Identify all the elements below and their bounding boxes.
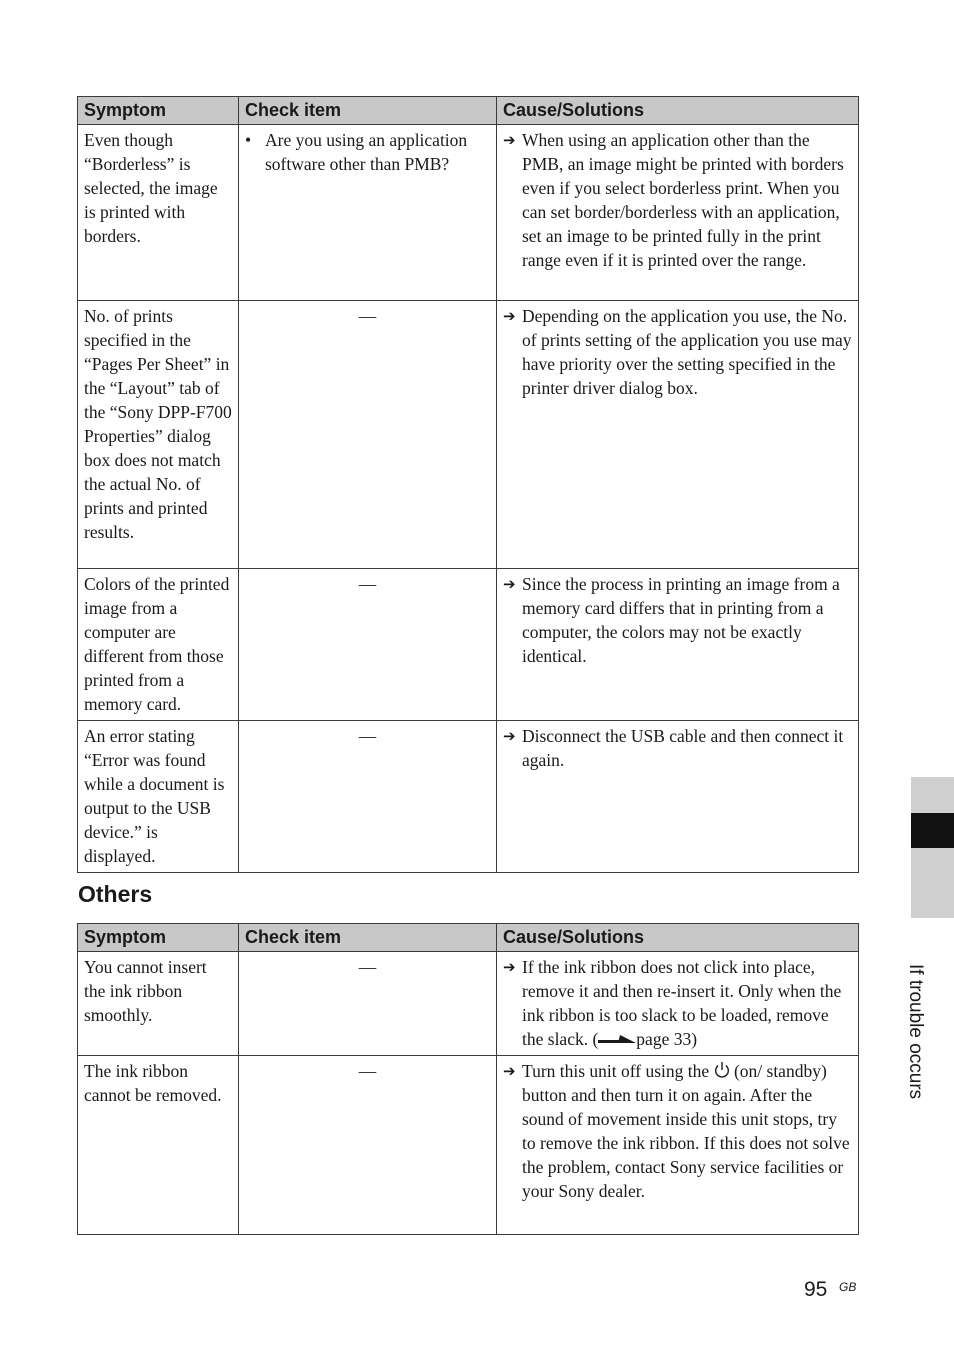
arrow-right-icon: ➔: [503, 727, 516, 745]
cause-text: [522, 1059, 852, 1203]
cause-text-end: (on/ standby) button and then turn it on again. After the sound of movement inside this unit stops, try to remove the ink ribbon. If this does not solve the problem, contact Sony service facilities or your Sony dealer.: [522, 1061, 850, 1201]
page-reference-arrow-icon: [598, 1035, 636, 1047]
cause-text: Since the process in printing an image from a memory card differs that in printing from a computer, the colors may not be exactly identical.: [522, 574, 840, 666]
arrow-right-icon: ➔: [503, 131, 516, 149]
arrow-right-icon: ➔: [503, 1062, 516, 1080]
troubleshooting-table: [77, 96, 859, 873]
arrow-right-icon: ➔: [503, 575, 516, 593]
header-cause-solutions: Cause/Solutions: [497, 924, 859, 952]
side-tab-upper: [911, 777, 954, 813]
side-tab-marker: [911, 813, 954, 848]
check-item-cell: —: [239, 301, 497, 569]
header-cause-solutions: Cause/Solutions: [497, 97, 859, 125]
arrow-right-icon: ➔: [503, 307, 516, 325]
table-row: [78, 721, 859, 873]
symptom-cell: The ink ribbon cannot be removed.: [78, 1056, 239, 1235]
cause-cell: [497, 569, 859, 721]
cause-text: When using an application other than the PMB, an image might be printed with borders even if you select borderless print. When you can set border/borderless with an application, set an image to be printed fully in the print range even if it is printed over the range.: [522, 130, 844, 270]
bullet-icon: •: [245, 130, 252, 150]
page-reference: page 33): [636, 1029, 698, 1049]
cause-text: Disconnect the USB cable and then connect it again.: [522, 726, 844, 770]
cause-cell: [497, 1056, 859, 1235]
cause-cell: [497, 952, 859, 1056]
section-heading-others: Others: [78, 881, 153, 907]
page-language-suffix: GB: [839, 1280, 857, 1294]
symptom-cell: Even though “Borderless” is selected, the image is printed with borders.: [78, 125, 239, 301]
cause-cell: [497, 125, 859, 301]
side-chapter-label: If trouble occurs: [905, 964, 926, 1100]
cause-text: Depending on the application you use, the No. of prints setting of the application you use may have priority over the setting specified in the printer driver dialog box.: [522, 306, 852, 398]
check-item-cell: —: [239, 721, 497, 873]
cause-cell: [497, 301, 859, 569]
cause-text-start: Turn this unit off using the: [522, 1061, 710, 1081]
check-item-cell: —: [239, 952, 497, 1056]
page-number: 95: [804, 1278, 828, 1301]
symptom-cell: You cannot insert the ink ribbon smoothly.: [78, 952, 239, 1056]
cause-text-main: If the ink ribbon does not click into place, remove it and then re-insert it. Only when the ink ribbon is too slack to be loaded, remove the slack. (: [522, 957, 842, 1049]
cause-cell: [497, 721, 859, 873]
table-header-row: [78, 924, 859, 952]
header-symptom: Symptom: [78, 924, 239, 952]
table-row: [78, 301, 859, 569]
arrow-right-icon: ➔: [503, 958, 516, 976]
power-icon: [714, 1061, 730, 1079]
check-item-text: Are you using an application software other than PMB?: [265, 130, 468, 174]
table-row: [78, 569, 859, 721]
check-item-cell: —: [239, 1056, 497, 1235]
symptom-cell: Colors of the printed image from a computer are different from those printed from a memory card.: [78, 569, 239, 721]
table-header-row: [78, 97, 859, 125]
table-row: [78, 125, 859, 301]
side-tab-lower: [911, 848, 954, 918]
check-item-cell: [239, 125, 497, 301]
symptom-cell: An error stating “Error was found while a document is output to the USB device.” is displayed.: [78, 721, 239, 873]
cause-text: [522, 955, 852, 1051]
table-row: [78, 952, 859, 1056]
symptom-cell: No. of prints specified in the “Pages Per Sheet” in the “Layout” tab of the “Sony DPP-F700 Properties” dialog box does not match the actual No. of prints and printed results.: [78, 301, 239, 569]
header-check-item: Check item: [239, 924, 497, 952]
others-table: [77, 923, 859, 1235]
header-symptom: Symptom: [78, 97, 239, 125]
check-item-cell: —: [239, 569, 497, 721]
table-row: [78, 1056, 859, 1235]
header-check-item: Check item: [239, 97, 497, 125]
